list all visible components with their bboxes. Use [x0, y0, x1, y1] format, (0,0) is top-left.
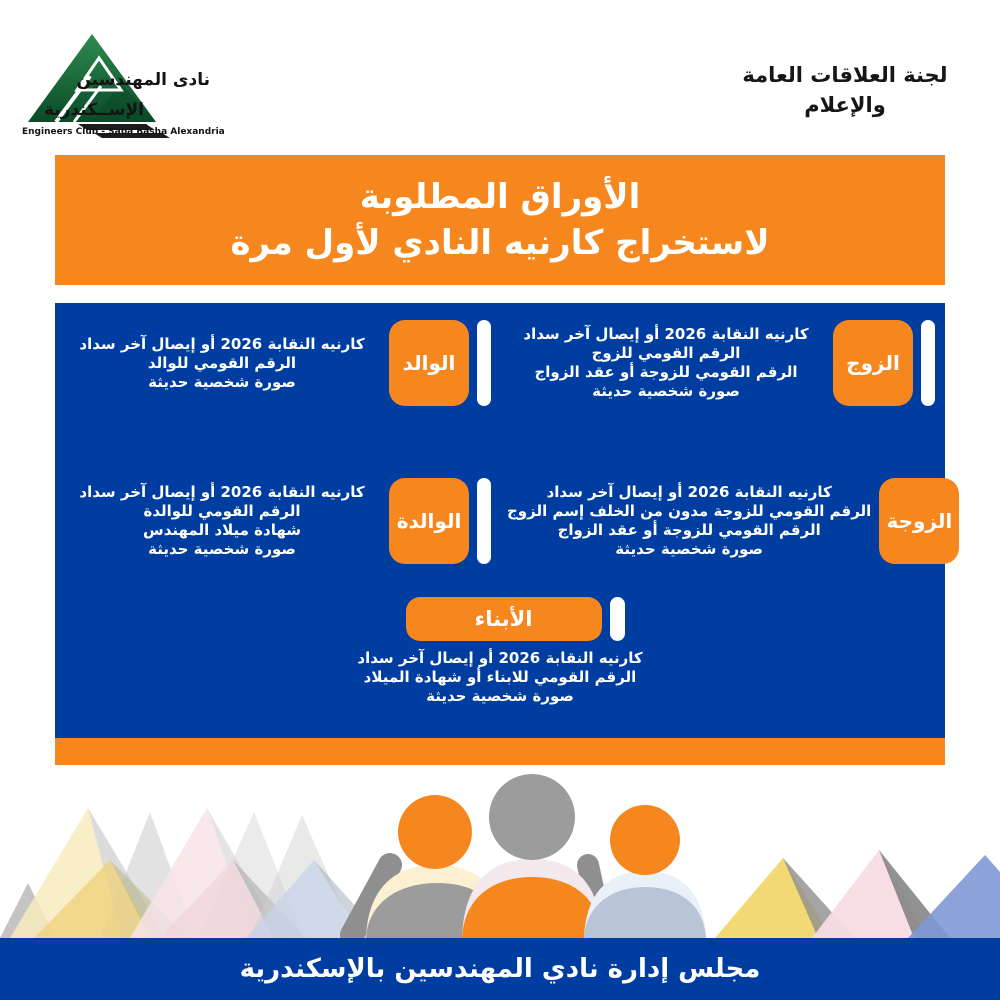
father-requirements	[63, 335, 381, 392]
wife-requirements	[507, 483, 871, 559]
logo-name-arabic: نادى المهندسين	[76, 70, 210, 90]
father-item: صورة شخصية حديثة	[148, 372, 296, 391]
children-item: صورة شخصية حديثة	[426, 687, 574, 705]
children-badge-row	[406, 597, 625, 641]
section-children	[55, 597, 945, 706]
wife-side-pill	[967, 478, 981, 564]
children-requirements	[357, 649, 642, 706]
husband-label-badge: الزوج	[833, 320, 913, 406]
people-figures	[352, 774, 706, 938]
father-label-badge: الوالد	[389, 320, 469, 406]
poster-title-bar	[55, 155, 945, 285]
poster-title-line2: لاستخراج كارنيه النادي لأول مرة	[230, 223, 770, 263]
poster-title-line1: الأوراق المطلوبة	[359, 177, 641, 217]
mother-item: صورة شخصية حديثة	[148, 540, 296, 558]
husband-item: الرقم القومي للزوج	[591, 344, 741, 362]
logo-subtitle-english: Engineers Club - Saba Basha Alexandria	[22, 127, 225, 137]
section-mother	[63, 469, 491, 573]
mother-requirements	[63, 483, 381, 559]
mother-label-badge: الوالدة	[389, 478, 469, 564]
father-side-pill	[477, 320, 491, 406]
father-item: الرقم القومي للوالد	[147, 353, 297, 372]
committee-title	[715, 60, 975, 120]
person-head-orange	[398, 795, 472, 869]
section-wife	[507, 469, 953, 573]
section-husband	[507, 315, 935, 411]
mother-item: الرقم القومي للوالدة	[143, 502, 301, 520]
footer-bar	[0, 938, 1000, 1000]
husband-item: صورة شخصية حديثة	[592, 382, 740, 400]
children-side-pill	[610, 597, 625, 641]
husband-side-pill	[921, 320, 935, 406]
section-father	[63, 315, 491, 411]
mother-item: شهادة ميلاد المهندس	[143, 521, 301, 539]
requirements-panel	[55, 303, 953, 738]
triangles-decoration-left	[0, 808, 384, 938]
triangles-decoration-right	[715, 850, 1000, 938]
husband-item: كارنيه النقابة 2026 أو إيصال آخر سداد	[523, 325, 809, 343]
father-item: كارنيه النقابة 2026 أو إيصال آخر سداد	[79, 334, 365, 353]
children-item: الرقم القومي للابناء أو شهادة الميلاد	[363, 668, 637, 686]
mother-item: كارنيه النقابة 2026 أو إيصال آخر سداد	[79, 483, 365, 501]
footer-text: مجلس إدارة نادي المهندسين بالإسكندرية	[239, 954, 761, 984]
children-item: كارنيه النقابة 2026 أو إيصال آخر سداد	[357, 649, 643, 667]
husband-requirements	[507, 325, 825, 401]
wife-item: كارنيه النقابة 2026 أو إيصال آخر سداد	[546, 483, 832, 501]
wife-label-badge: الزوجة	[879, 478, 959, 564]
person-head-gray	[489, 774, 575, 860]
panel-bottom-accent-bar	[55, 738, 945, 765]
person-head-orange	[610, 805, 680, 875]
logo-city-arabic: الإســكندرية	[44, 100, 144, 120]
people-and-triangles-illustration	[0, 765, 1000, 938]
children-label-badge: الأبناء	[406, 597, 602, 641]
club-logo	[22, 26, 225, 146]
wife-item: الرقم القومي للزوجة مدون من الخلف إسم الزوج	[507, 502, 872, 520]
committee-line1: لجنة العلاقات العامة	[742, 63, 948, 87]
husband-item: الرقم القومي للزوجة أو عقد الزواج	[534, 363, 798, 381]
wife-item: صورة شخصية حديثة	[615, 540, 764, 558]
mother-side-pill	[477, 478, 491, 564]
wife-item: الرقم القومي للزوجة أو عقد الزواج	[557, 521, 821, 539]
committee-line2: والإعلام	[804, 93, 886, 117]
